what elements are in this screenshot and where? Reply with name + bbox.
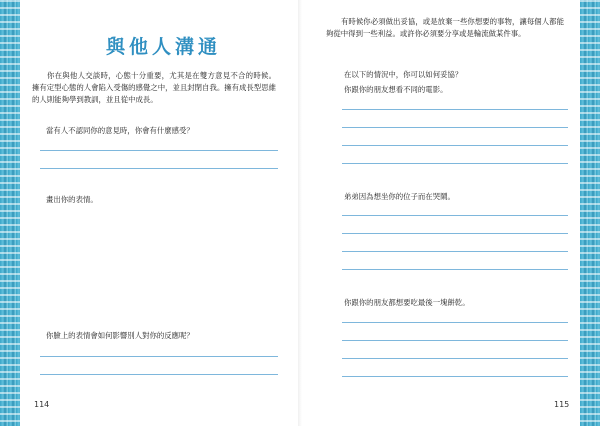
left-question-2: 畫出你的表情。: [46, 195, 98, 204]
answer-line[interactable]: [342, 215, 568, 216]
left-question-1: 當有人不認同你的意見時，你會有什麼感受？: [46, 126, 194, 135]
page-title: 與他人溝通: [106, 36, 222, 58]
right-question-2: 弟弟因為想坐你的位子而在哭鬧。: [344, 192, 455, 201]
left-question-3: 你臉上的表情會如何影響別人對你的反應呢？: [46, 331, 194, 340]
right-question-1: 你跟你的朋友想看不同的電影。: [344, 85, 448, 94]
left-intro-paragraph: 你在與他人交談時，心態十分重要，尤其是在雙方意見不合的時候。擁有定型心態的人會陷入受傷的感覺之中，並且封閉自我。擁有成長型思維的人則能夠學到教訓，並且從中成長。: [32, 71, 276, 104]
answer-line[interactable]: [40, 168, 278, 169]
answer-line[interactable]: [342, 127, 568, 128]
right-question-3: 你跟你的朋友都想要吃最後一塊餅乾。: [344, 298, 470, 307]
answer-line[interactable]: [40, 150, 278, 151]
answer-line[interactable]: [342, 358, 568, 359]
left-page: [20, 0, 298, 426]
right-lead-question: 在以下的情況中，你可以如何妥協？: [344, 70, 463, 79]
answer-line[interactable]: [342, 145, 568, 146]
left-decorative-edge: [0, 0, 20, 426]
answer-line[interactable]: [342, 233, 568, 234]
right-decorative-edge: [580, 0, 600, 426]
answer-line[interactable]: [342, 340, 568, 341]
page-number-right: 115: [554, 400, 570, 409]
answer-line[interactable]: [342, 251, 568, 252]
right-intro-paragraph: 有時候你必須做出妥協，或是放棄一些你想要的事物，讓每個人都能夠從中得到一些利益。或許你必須要分享或是輪流做某件事。: [326, 17, 564, 38]
page-number-left: 114: [34, 400, 50, 409]
answer-line[interactable]: [342, 109, 568, 110]
answer-line[interactable]: [342, 163, 568, 164]
right-page: [302, 0, 580, 426]
answer-line[interactable]: [342, 322, 568, 323]
answer-line[interactable]: [342, 269, 568, 270]
answer-line[interactable]: [40, 374, 278, 375]
answer-line[interactable]: [342, 376, 568, 377]
answer-line[interactable]: [40, 356, 278, 357]
